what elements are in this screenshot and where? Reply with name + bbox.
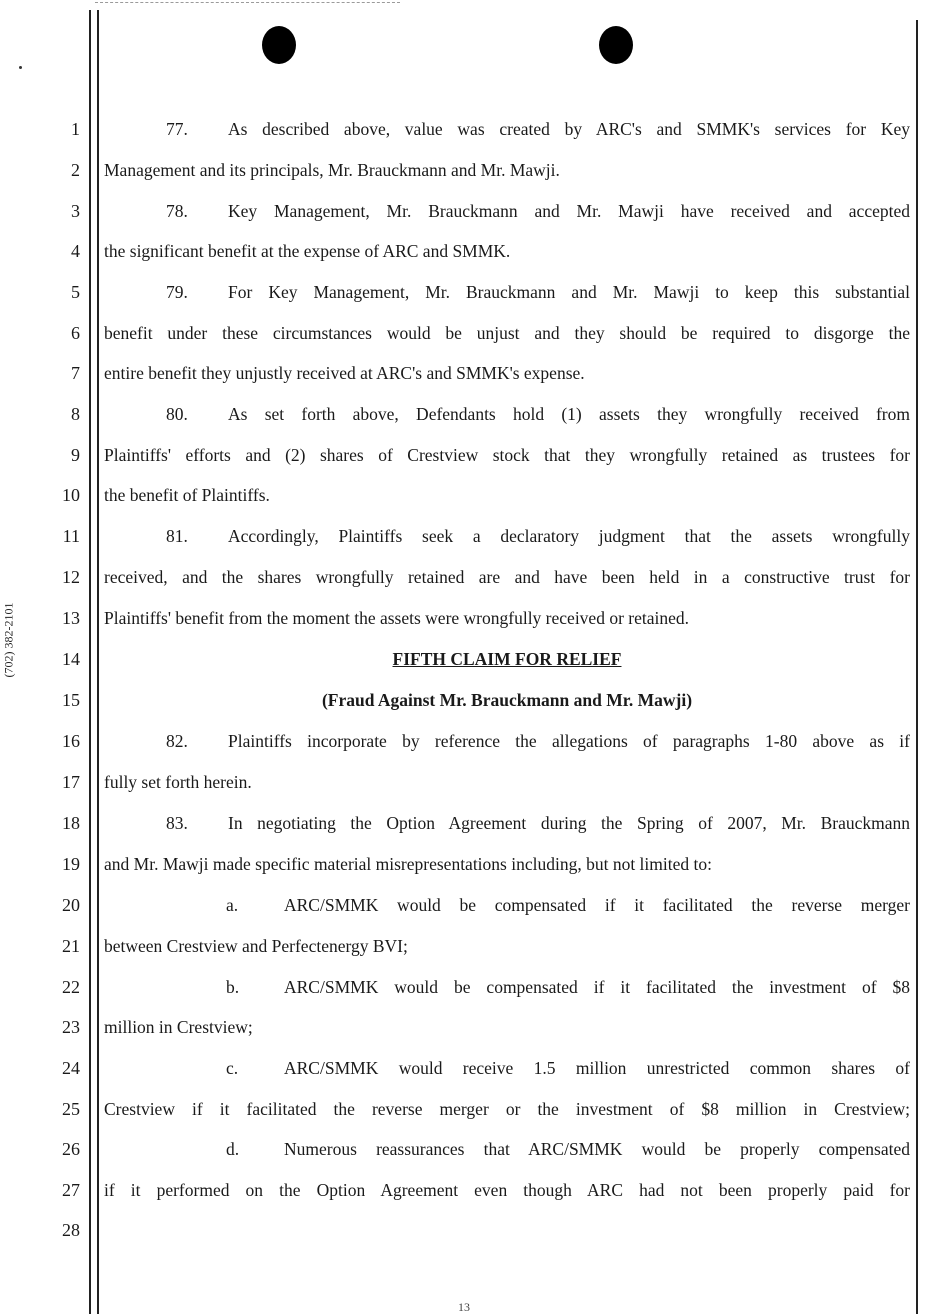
paragraph-number: 77. — [166, 119, 188, 139]
paragraph-text: In negotiating the Option Agreement during the Spring of 2007, Mr. Brauckmann — [228, 813, 910, 833]
item-b-line-1 — [104, 977, 910, 997]
line-number: 23 — [62, 1017, 80, 1037]
line-number: 20 — [62, 895, 80, 915]
line-number: 7 — [71, 363, 80, 383]
line-number: 18 — [62, 813, 80, 833]
line-number: 15 — [62, 690, 80, 710]
line-number: 4 — [71, 241, 80, 261]
line-number: 12 — [62, 567, 80, 587]
paragraph-text: As described above, value was created by ARC's and SMMK's services for Key — [228, 119, 910, 139]
line-number: 22 — [62, 977, 80, 997]
line-number: 2 — [71, 160, 80, 180]
line-number: 14 — [62, 649, 80, 669]
line-number: 25 — [62, 1099, 80, 1119]
item-c-line-1 — [104, 1058, 910, 1078]
right-margin-rule — [916, 20, 918, 1314]
line-number: 17 — [62, 772, 80, 792]
paragraph-79-line-3: entire benefit they unjustly received at ARC's and SMMK's expense. — [104, 363, 585, 383]
paragraph-81-line-2: received, and the shares wrongfully retained are and have been held in a constructive trust for — [104, 567, 910, 587]
paragraph-78-line-2: the significant benefit at the expense of ARC and SMMK. — [104, 241, 511, 261]
item-letter: a. — [226, 895, 239, 915]
paragraph-number: 79. — [166, 282, 188, 302]
scan-speck — [19, 66, 22, 69]
paragraph-79-line-1 — [104, 282, 910, 302]
paragraph-80-line-3: the benefit of Plaintiffs. — [104, 485, 270, 505]
item-d-line-2: if it performed on the Option Agreement even though ARC had not been properly paid for — [104, 1180, 910, 1200]
paragraph-77-line-1 — [104, 119, 910, 139]
line-number: 6 — [71, 323, 80, 343]
item-a-line-2: between Crestview and Perfectenergy BVI; — [104, 936, 408, 956]
paragraph-number: 81. — [166, 526, 188, 546]
paragraph-text: Key Management, Mr. Brauckmann and Mr. Mawji have received and accepted — [228, 201, 910, 221]
punch-hole-right — [599, 26, 633, 64]
paragraph-79-line-2: benefit under these circumstances would be unjust and they should be required to disgorge the — [104, 323, 910, 343]
paragraph-81-line-1 — [104, 526, 910, 546]
paragraph-83-line-1 — [104, 813, 910, 833]
paragraph-82-line-2: fully set forth herein. — [104, 772, 252, 792]
item-letter: d. — [226, 1139, 240, 1159]
item-text: ARC/SMMK would be compensated if it facilitated the reverse merger — [284, 895, 910, 915]
item-b-line-2: million in Crestview; — [104, 1017, 253, 1037]
line-number: 26 — [62, 1139, 80, 1159]
punch-hole-left — [262, 26, 296, 64]
item-text: ARC/SMMK would receive 1.5 million unrestricted common shares of — [284, 1058, 910, 1078]
paragraph-number: 82. — [166, 731, 188, 751]
line-number: 16 — [62, 731, 80, 751]
line-number: 28 — [62, 1220, 80, 1240]
item-letter: b. — [226, 977, 240, 997]
paragraph-text: Accordingly, Plaintiffs seek a declaratory judgment that the assets wrongfully — [228, 526, 910, 546]
line-number: 1 — [71, 119, 80, 139]
left-margin-rule-inner — [97, 10, 99, 1314]
top-rule — [95, 2, 400, 3]
paragraph-text: Plaintiffs incorporate by reference the allegations of paragraphs 1-80 above as if — [228, 731, 910, 751]
line-number: 8 — [71, 404, 80, 424]
line-number: 11 — [62, 526, 80, 546]
paragraph-81-line-3: Plaintiffs' benefit from the moment the assets were wrongfully received or retained. — [104, 608, 690, 628]
line-number: 21 — [62, 936, 80, 956]
paragraph-80-line-1 — [104, 404, 910, 424]
line-number: 3 — [71, 201, 80, 221]
paragraph-number: 78. — [166, 201, 188, 221]
line-number: 5 — [71, 282, 80, 302]
page-number: 13 — [458, 1300, 470, 1314]
paragraph-number: 83. — [166, 813, 188, 833]
section-heading: FIFTH CLAIM FOR RELIEF — [392, 649, 622, 669]
line-number: 10 — [62, 485, 80, 505]
paragraph-text: For Key Management, Mr. Brauckmann and Mr. Mawji to keep this substantial — [228, 282, 910, 302]
item-text: Numerous reassurances that ARC/SMMK would be properly compensated — [284, 1139, 910, 1159]
section-subheading: (Fraud Against Mr. Brauckmann and Mr. Mawji) — [321, 690, 693, 710]
line-number: 13 — [62, 608, 80, 628]
item-c-line-2: Crestview if it facilitated the reverse merger or the investment of $8 million in Crestview; — [104, 1099, 910, 1119]
paragraph-number: 80. — [166, 404, 188, 424]
paragraph-77-line-2: Management and its principals, Mr. Brauckmann and Mr. Mawji. — [104, 160, 560, 180]
line-number: 19 — [62, 854, 80, 874]
item-text: ARC/SMMK would be compensated if it facilitated the investment of $8 — [284, 977, 910, 997]
paragraph-text: As set forth above, Defendants hold (1) assets they wrongfully received from — [228, 404, 910, 424]
phone-number: (702) 382-2101 — [1, 602, 16, 678]
item-d-line-1 — [104, 1139, 910, 1159]
line-number: 9 — [71, 445, 80, 465]
item-letter: c. — [226, 1058, 239, 1078]
paragraph-80-line-2: Plaintiffs' efforts and (2) shares of Crestview stock that they wrongfully retained as trustees for — [104, 445, 910, 465]
left-margin-rule-outer — [89, 10, 91, 1314]
item-a-line-1 — [104, 895, 910, 915]
paragraph-83-line-2: and Mr. Mawji made specific material misrepresentations including, but not limited to: — [104, 854, 712, 874]
paragraph-82-line-1 — [104, 731, 910, 751]
line-number: 27 — [62, 1180, 80, 1200]
line-number: 24 — [62, 1058, 80, 1078]
paragraph-78-line-1 — [104, 201, 910, 221]
